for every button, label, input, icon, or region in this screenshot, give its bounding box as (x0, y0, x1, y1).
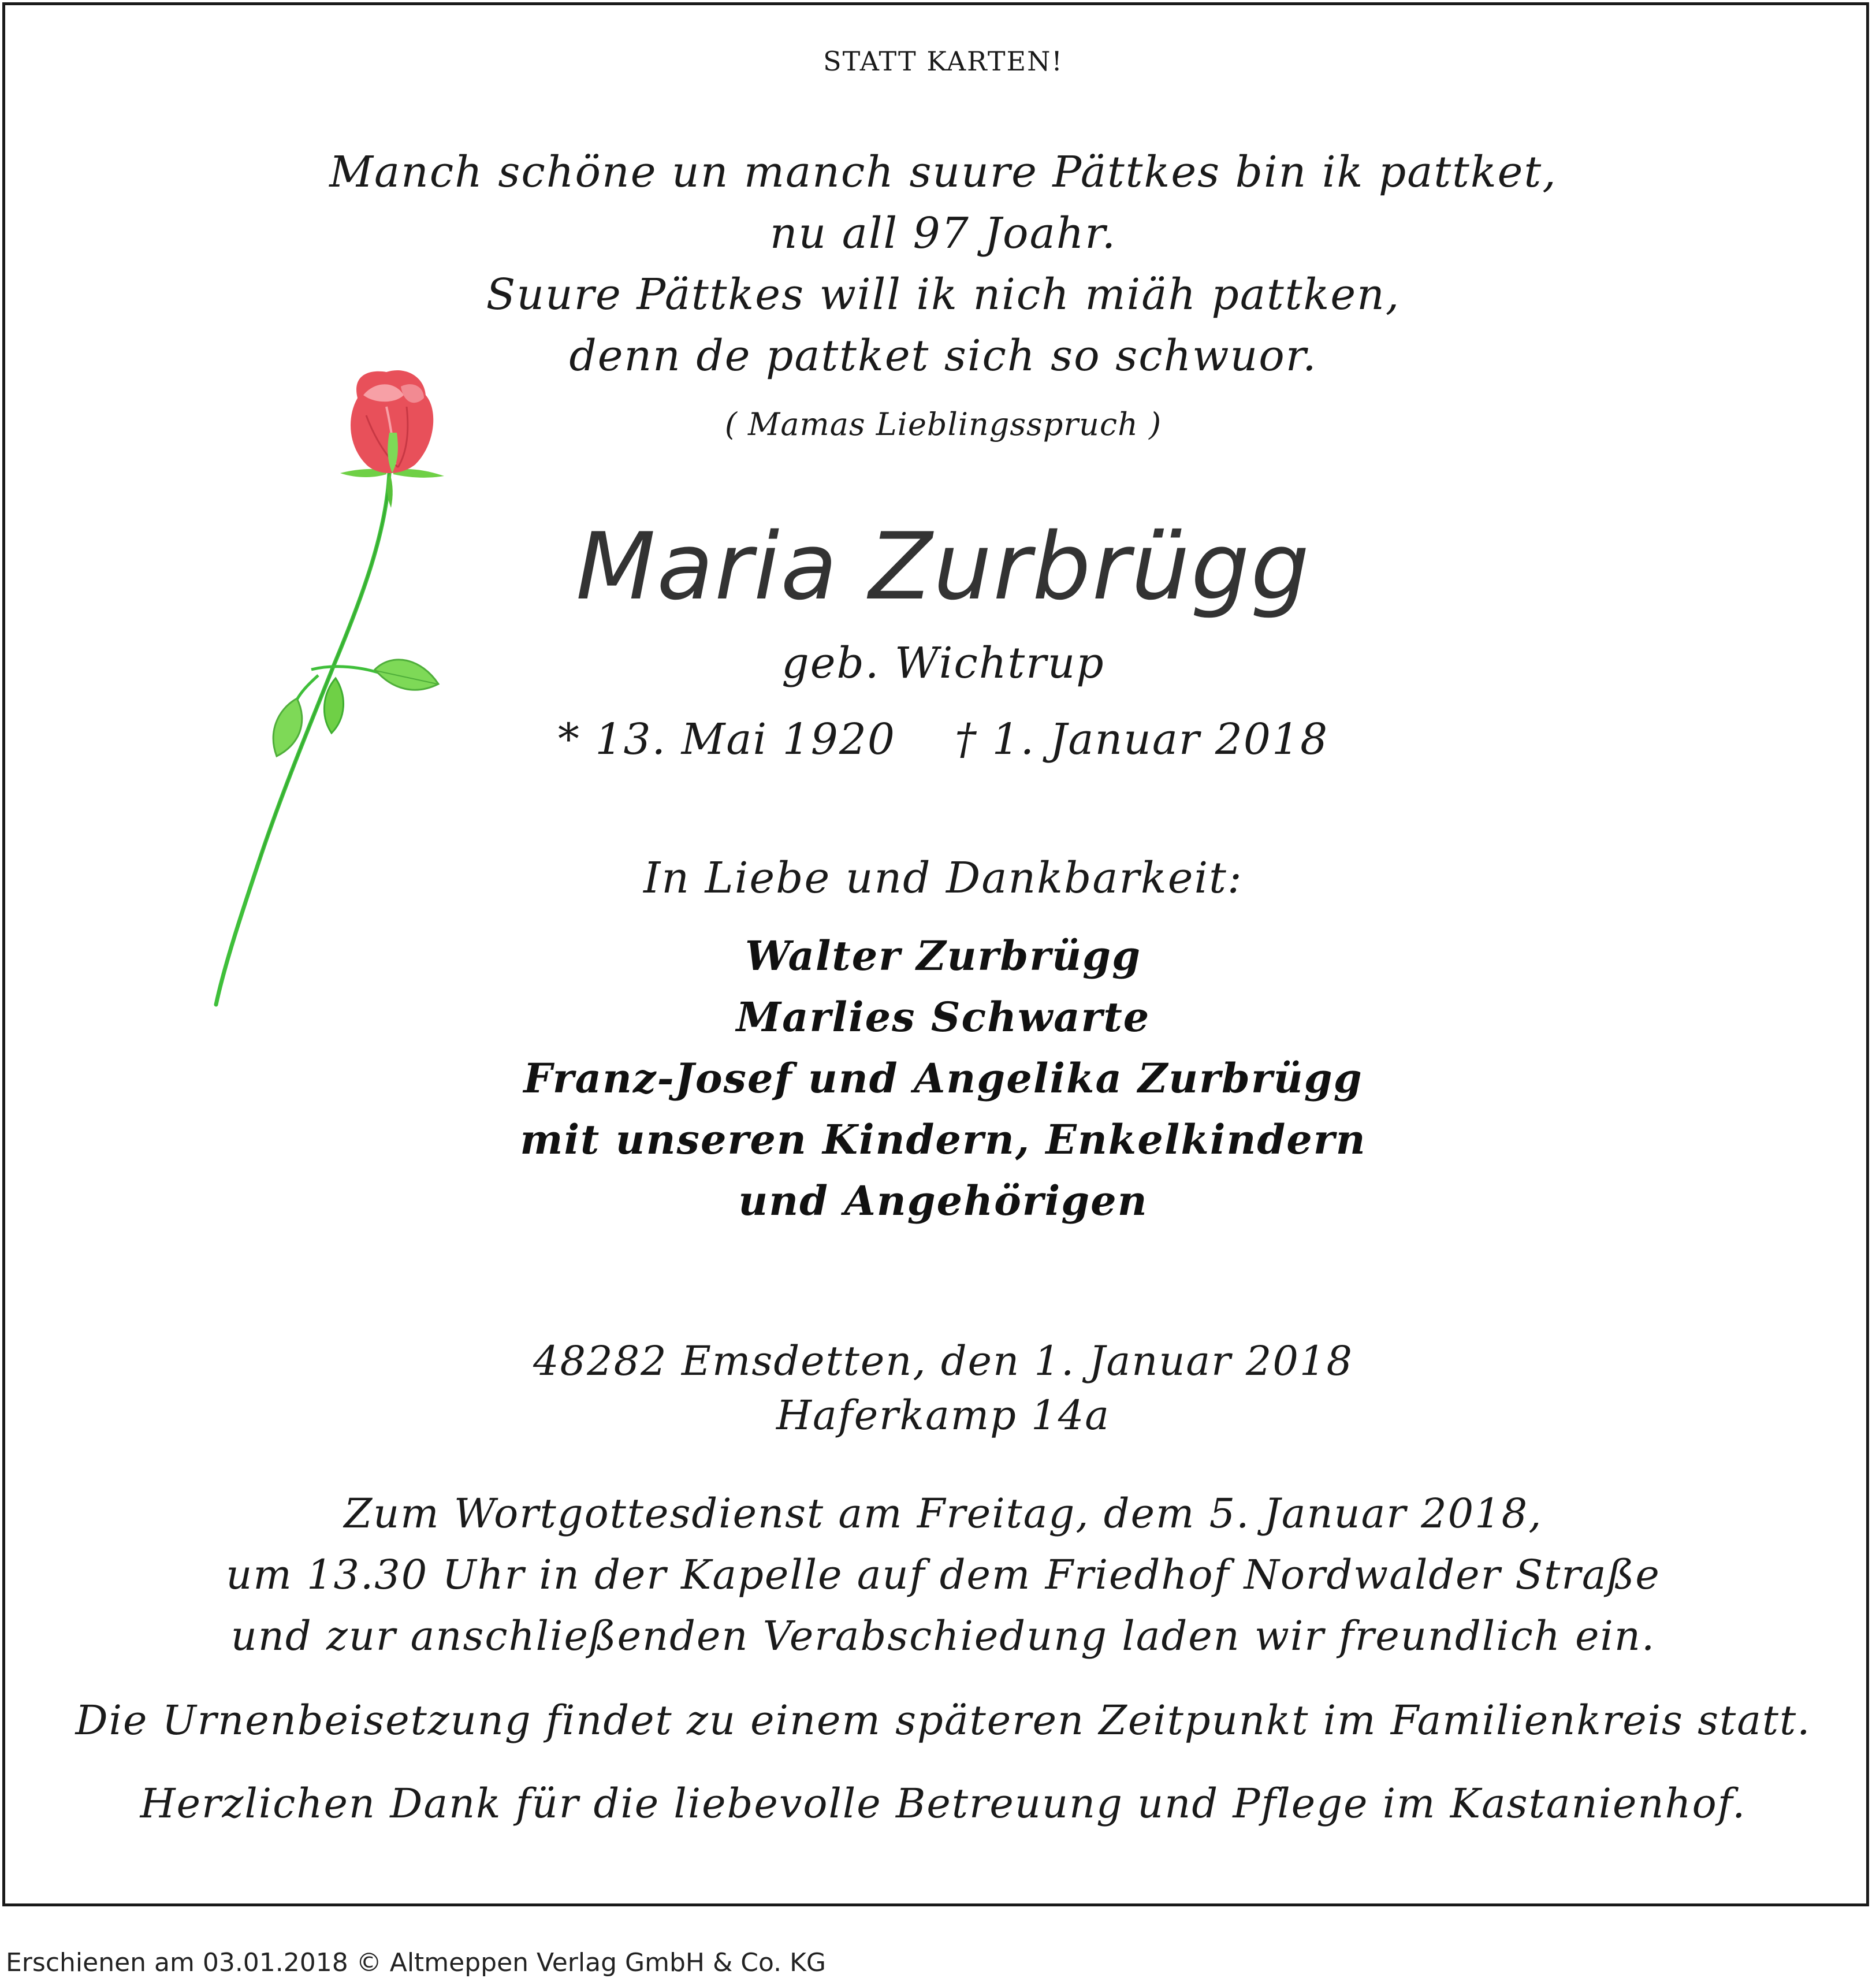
dedication: In Liebe und Dankbarkeit: (643, 853, 1243, 903)
family-line-5: und Angehörigen (738, 1177, 1148, 1225)
life-dates: * 13. Mai 1920 † 1. Januar 2018 (557, 715, 1329, 764)
address-line-1: 48282 Emsdetten, den 1. Januar 2018 (533, 1337, 1353, 1385)
notice-frame (2, 2, 1869, 1906)
service-line-1: Zum Wortgottesdienst am Freitag, dem 5. Januar 2018, (344, 1490, 1543, 1537)
thanks-note: Herzlichen Dank für die liebevolle Betreuung und Pflege im Kastanienhof. (140, 1780, 1747, 1827)
family-line-2: Marlies Schwarte (736, 993, 1151, 1041)
family-line-3: Franz-Josef und Angelika Zurbrügg (523, 1054, 1363, 1102)
service-line-3: und zur anschließenden Verabschiedung laden wir freundlich ein. (230, 1612, 1656, 1660)
verse-line-4: denn de pattket sich so schwuor. (569, 331, 1317, 381)
verse-line-3: Suure Pättkes will ik nich miäh pattken, (486, 270, 1401, 319)
verse-line-2: nu all 97 Joahr. (769, 209, 1117, 258)
address-line-2: Haferkamp 14a (776, 1392, 1110, 1439)
publication-footer: Erschienen am 03.01.2018 © Altmeppen Verlag GmbH & Co. KG (6, 1948, 827, 1977)
family-line-1: Walter Zurbrügg (745, 932, 1142, 980)
verse-line-1: Manch schöne un manch suure Pättkes bin ik pattket, (329, 147, 1557, 197)
verse-attribution: ( Mamas Lieblingsspruch ) (724, 406, 1162, 443)
deceased-name: Maria Zurbrügg (576, 512, 1311, 620)
family-line-4: mit unseren Kindern, Enkelkindern (520, 1116, 1367, 1163)
service-line-2: um 13.30 Uhr in der Kapelle auf dem Friedhof Nordwalder Straße (226, 1551, 1661, 1598)
notice-header: STATT KARTEN! (823, 46, 1063, 77)
maiden-name: geb. Wichtrup (781, 638, 1105, 688)
burial-note: Die Urnenbeisetzung findet zu einem späteren Zeitpunkt im Familienkreis statt. (75, 1697, 1811, 1744)
